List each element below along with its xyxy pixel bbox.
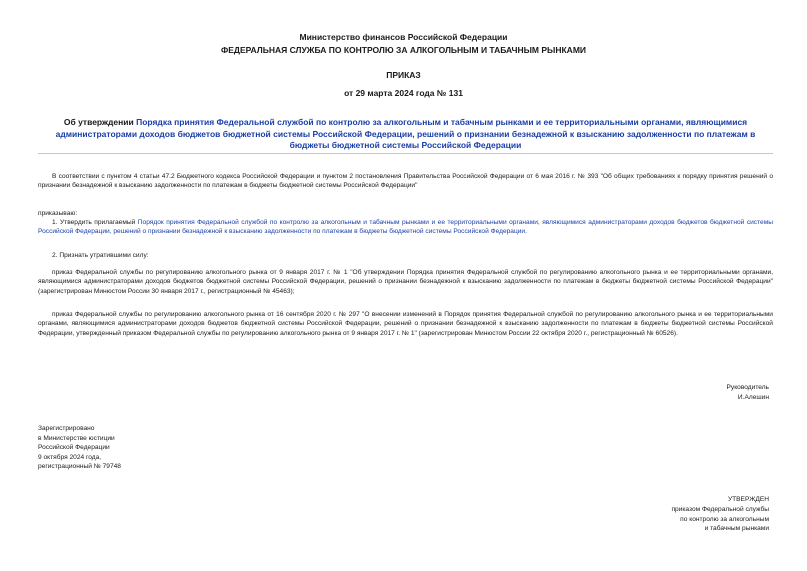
document-date-number: от 29 марта 2024 года № 131 xyxy=(344,88,463,98)
preamble-paragraph: В соответствии с пунктом 4 статьи 47.2 Бюджетного кодекса Российской Федерации и пунктом 2 постановления Правительства Российской Федерации от 6 мая 2016 г. № 393 "Об общих требованиях к порядку принятия решений о признании безнадежной к взысканию задолженности по платежам в бюджеты бюджетной системы Российской Федерации" xyxy=(38,173,773,190)
title-prefix: Об утверждении xyxy=(63,117,137,127)
item-2-paragraph: 2. Признать утратившими силу: xyxy=(52,252,149,259)
registration-line-3: Российской Федерации xyxy=(38,444,110,451)
signature-name: И.Алешин xyxy=(737,393,769,401)
registration-line-5: регистрационный № 79748 xyxy=(38,463,121,470)
item-1-prefix: 1. Утвердить прилагаемый xyxy=(52,219,138,226)
registration-block xyxy=(38,424,258,472)
repeal-order-2: приказ Федеральной службы по регулированию алкогольного рынка от 16 сентября 2020 г. № 297 "О внесении изменений в Порядок принятия Федеральной службой по регулированию алкогольного рынка и ее территориальными органами, являющимися администраторами доходов бюджетов бюджетной системы Российской Федерации, решений о признании безнадежной к взысканию задолженности по платежам в бюджеты бюджетной системы Российской Федерации, утвержденный приказом Федеральной службы по регулированию алкогольного рынка от 9 января 2017 г. № 1" (зарегистрирован Минюстом России 22 октября 2020 г., регистрационный № 60526). xyxy=(38,311,773,337)
registration-line-1: Зарегистрировано xyxy=(38,425,95,432)
signature-position: Руководитель xyxy=(726,384,769,391)
service-heading: ФЕДЕРАЛЬНАЯ СЛУЖБА ПО КОНТРОЛЮ ЗА АЛКОГОЛЬНЫМ И ТАБАЧНЫМ РЫНКАМИ xyxy=(220,45,587,55)
approved-line-4: и табачным рынками xyxy=(704,525,769,533)
item-1-paragraph xyxy=(38,218,773,237)
approval-stamp-block xyxy=(569,495,769,534)
order-word: приказываю: xyxy=(38,210,78,217)
approved-line-3: по контролю за алкогольным xyxy=(680,515,769,523)
registration-line-4: 9 октября 2024 года, xyxy=(38,453,102,461)
registration-line-2: в Министерстве юстиции xyxy=(38,434,115,442)
item-1-procedure-link[interactable]: Порядок принятия Федеральной службой по контролю за алкогольным и табачным рынками и ее территориальными органами, являющимися администраторами доходов бюджетов бюджетной системы Российской Федерации, решений о признании безнадежной к взысканию задолженности по платежам в бюджеты бюджетной системы Российской Федерации. xyxy=(38,219,773,236)
approved-line-2: приказом Федеральной службы xyxy=(671,505,769,513)
repeal-order-1: приказ Федеральной службы по регулированию алкогольного рынка от 9 января 2017 г. № 1 "Об утверждении Порядка принятия Федеральной службой по регулированию алкогольного рынка и ее территориальными органами, являющимися администраторами доходов бюджетов бюджетной системы Российской Федерации, решений о признании безнадежной к взысканию задолженности по платежам в бюджеты бюджетной системы Российской Федерации" (зарегистрирован Минюстом России 30 января 2017 г., регистрационный № 45463); xyxy=(38,269,773,295)
title-divider xyxy=(38,153,773,154)
signature-block xyxy=(569,383,769,402)
title-procedure-link[interactable]: Порядка принятия Федеральной службой по контролю за алкогольным и табачным рынками и ее территориальными органами, являющимися администраторами доходов бюджетов бюджетной системы Российской Федерации, решений о признании безнадежной к взысканию задолженности по платежам в бюджеты бюджетной системы Российской Федерации xyxy=(55,117,756,150)
document-title xyxy=(38,117,773,152)
ministry-heading: Министерство финансов Российской Федерации xyxy=(299,32,508,42)
document-type: ПРИКАЗ xyxy=(386,70,421,80)
approved-line-1: УТВЕРЖДЕН xyxy=(727,496,769,503)
